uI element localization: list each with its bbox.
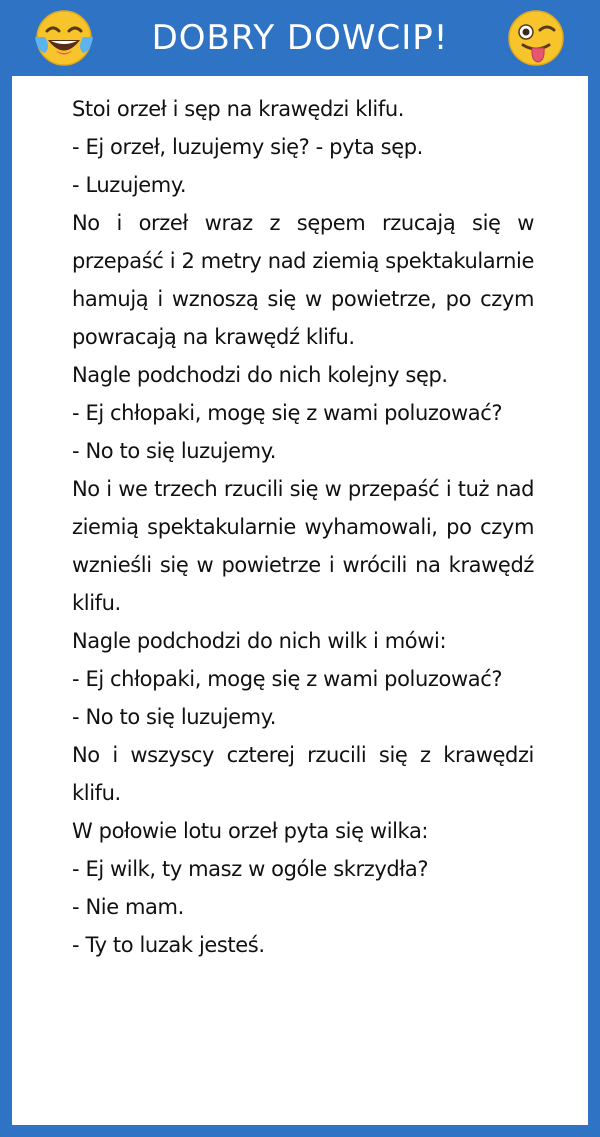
joke-line: - Nie mam. (72, 895, 184, 919)
joke-line: W połowie lotu orzeł pyta się wilka: (72, 819, 429, 843)
page-title: DOBRY DOWCIP! (151, 18, 449, 58)
joke-line: - Ty to luzak jesteś. (72, 933, 265, 957)
joke-line: No i we trzech rzucili się w przepaść i tuż nad ziemią spektakularnie wyhamowali, po czym wznieśli się w powietrze i wrócili na krawędź klifu. (72, 477, 534, 615)
joke-line: - No to się luzujemy. (72, 439, 277, 463)
joke-line: Stoi orzeł i sęp na krawędzi klifu. (72, 97, 405, 121)
joke-line: No i wszyscy czterej rzucili się z krawędzi klifu. (72, 743, 534, 805)
joke-panel (12, 76, 588, 1125)
joke-line: - Luzujemy. (72, 173, 187, 197)
joke-line: - Ej wilk, ty masz w ogóle skrzydła? (72, 857, 429, 881)
header-bar (0, 0, 600, 76)
joke-text (72, 90, 534, 964)
joke-line: No i orzeł wraz z sępem rzucają się w przepaść i 2 metry nad ziemią spektakularnie hamują i wznoszą się w powietrze, po czym powracają na krawędź klifu. (72, 211, 534, 349)
joke-line: Nagle podchodzi do nich kolejny sęp. (72, 363, 448, 387)
joke-line: Nagle podchodzi do nich wilk i mówi: (72, 629, 447, 653)
joke-line: - No to się luzujemy. (72, 705, 277, 729)
winking-tongue-emoji-icon (505, 7, 567, 69)
joke-line: - Ej chłopaki, mogę się z wami poluzować? (72, 667, 503, 691)
joke-line: - Ej chłopaki, mogę się z wami poluzować? (72, 401, 503, 425)
joke-line: - Ej orzeł, luzujemy się? - pyta sęp. (72, 135, 423, 159)
